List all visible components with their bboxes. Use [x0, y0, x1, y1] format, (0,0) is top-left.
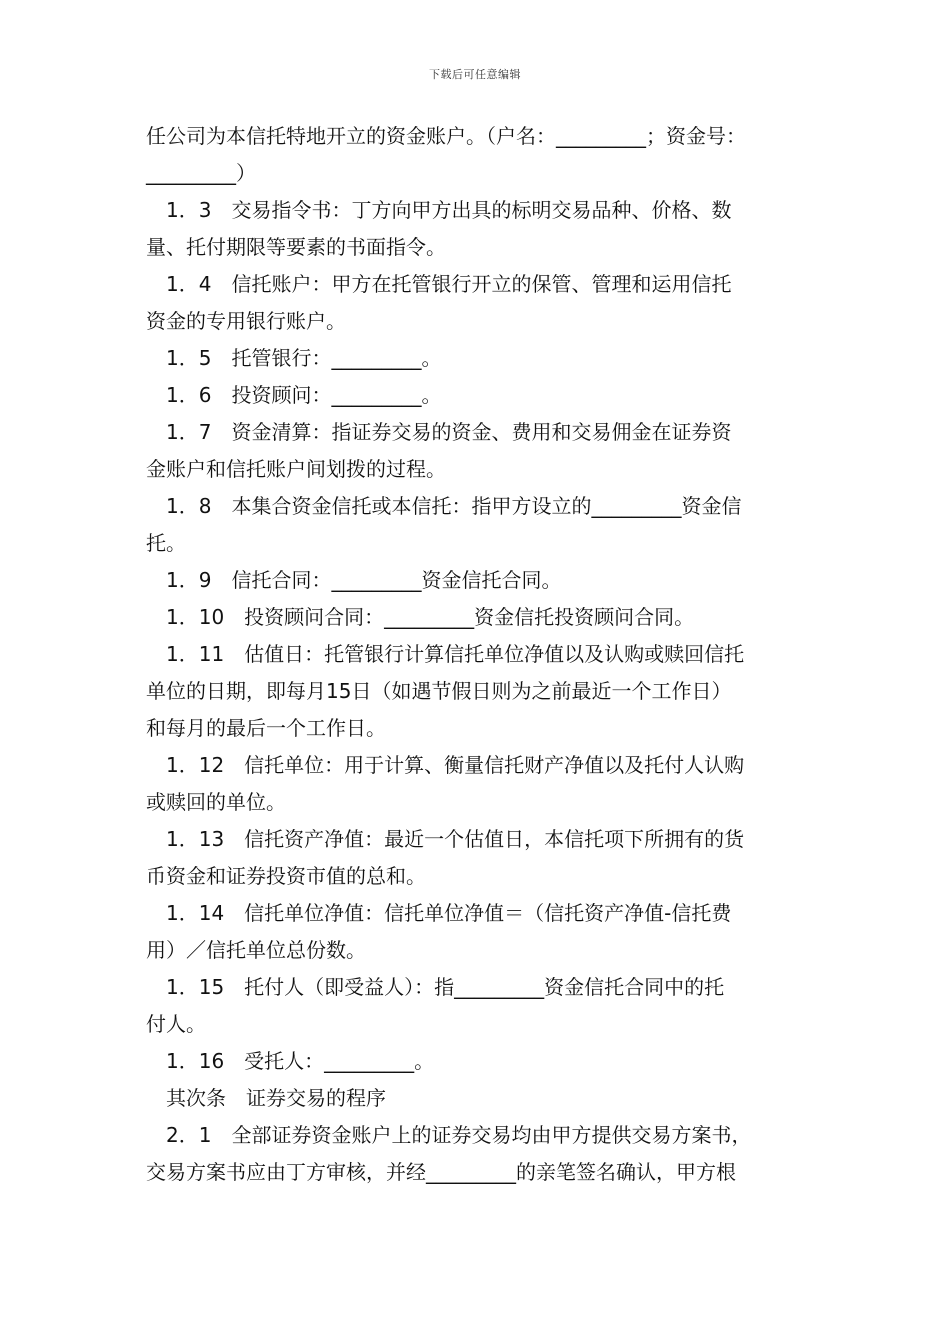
text-line: 1．8 本集合资金信托或本信托：指甲方设立的_________资金信 — [166, 494, 742, 518]
text-line: 或赎回的单位。 — [146, 790, 286, 814]
text-line: 和每月的最后一个工作日。 — [146, 716, 386, 740]
text-line: 1．12 信托单位：用于计算、衡量信托财产净值以及托付人认购 — [166, 753, 745, 777]
text-line: 1．6 投资顾问：_________。 — [166, 383, 442, 407]
text-line: 1．3 交易指令书：丁方向甲方出具的标明交易品种、价格、数 — [166, 198, 732, 222]
text-line: _________） — [146, 161, 256, 185]
text-line: 2．1 全部证券资金账户上的证券交易均由甲方提供交易方案书， — [166, 1123, 752, 1147]
text-line: 交易方案书应由丁方审核，并经_________的亲笔签名确认，甲方根 — [146, 1160, 736, 1184]
page-header: 下载后可任意编辑 — [429, 68, 521, 81]
text-line: 1．14 信托单位净值：信托单位净值＝（信托资产净值-信托费 — [166, 901, 732, 925]
text-line: 币资金和证券投资市值的总和。 — [146, 864, 426, 888]
text-line: 付人。 — [146, 1012, 206, 1036]
text-line: 金账户和信托账户间划拨的过程。 — [146, 457, 446, 481]
text-line: 任公司为本信托特地开立的资金账户。（户名：_________；资金号： — [146, 124, 746, 148]
text-line: 其次条 证券交易的程序 — [166, 1086, 386, 1110]
text-line: 1．7 资金清算：指证券交易的资金、费用和交易佣金在证券资 — [166, 420, 732, 444]
text-line: 资金的专用银行账户。 — [146, 309, 346, 333]
text-line: 1．5 托管银行：_________。 — [166, 346, 442, 370]
text-line: 1．4 信托账户：甲方在托管银行开立的保管、管理和运用信托 — [166, 272, 732, 296]
text-line: 1．10 投资顾问合同：_________资金信托投资顾问合同。 — [166, 605, 695, 629]
text-line: 1．11 估值日：托管银行计算信托单位净值以及认购或赎回信托 — [166, 642, 745, 666]
text-line: 单位的日期，即每月15日（如遇节假日则为之前最近一个工作日） — [146, 679, 732, 703]
text-line: 用）／信托单位总份数。 — [146, 938, 366, 962]
text-line: 1．9 信托合同：_________资金信托合同。 — [166, 568, 562, 592]
text-line: 1．13 信托资产净值：最近一个估值日，本信托项下所拥有的货 — [166, 827, 745, 851]
document-body — [146, 118, 814, 1191]
text-line: 量、托付期限等要素的书面指令。 — [146, 235, 446, 259]
text-line: 托。 — [146, 531, 186, 555]
text-line: 1．16 受托人：_________。 — [166, 1049, 435, 1073]
text-line: 1．15 托付人（即受益人）：指_________资金信托合同中的托 — [166, 975, 725, 999]
